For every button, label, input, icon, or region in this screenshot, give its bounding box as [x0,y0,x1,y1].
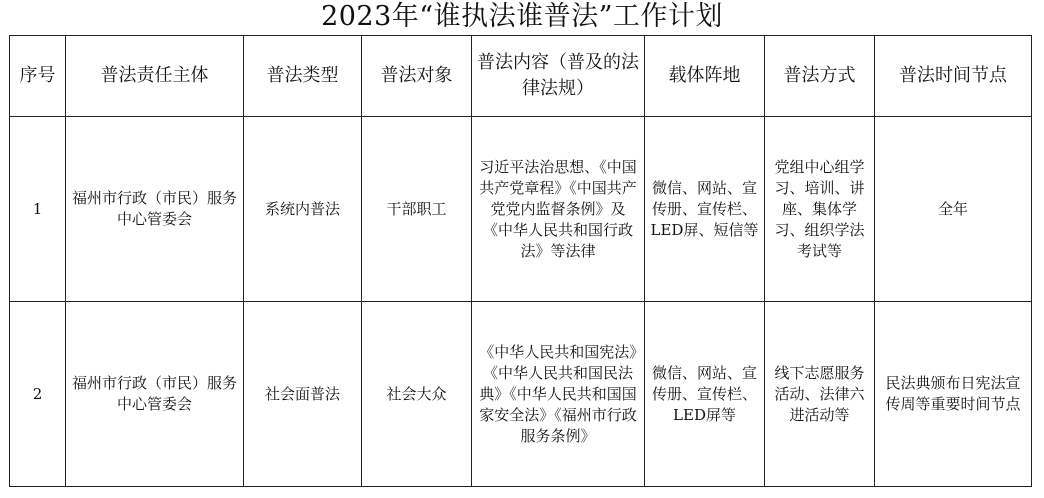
header-cell-carrier: 载体阵地 [645,36,765,117]
header-cell-method: 普法方式 [765,36,875,117]
cell-responsible-subject: 福州市行政（市民）服务中心管委会 [66,117,244,302]
header-cell-serial-no: 序号 [10,36,66,117]
cell-target: 干部职工 [362,117,472,302]
table-header-row [10,36,1032,117]
header-cell-content: 普法内容（普及的法律法规） [472,36,645,117]
cell-type: 社会面普法 [244,302,362,487]
cell-type: 系统内普法 [244,117,362,302]
cell-responsible-subject: 福州市行政（市民）服务中心管委会 [66,302,244,487]
header-cell-type: 普法类型 [244,36,362,117]
cell-serial-no: 1 [10,117,66,302]
cell-method: 线下志愿服务活动、法律六进活动等 [765,302,875,487]
cell-time: 全年 [875,117,1032,302]
cell-content: 《中华人民共和国宪法》《中华人民共和国民法典》《中华人民共和国国家安全法》《福州市行政服务条例》 [472,302,645,487]
cell-carrier: 微信、网站、宣传册、宣传栏、LED屏、短信等 [645,117,765,302]
cell-time: 民法典颁布日宪法宣传周等重要时间节点 [875,302,1032,487]
table-row [10,117,1032,302]
header-cell-target: 普法对象 [362,36,472,117]
header-cell-responsible-subject: 普法责任主体 [66,36,244,117]
cell-target: 社会大众 [362,302,472,487]
work-plan-table [9,35,1032,487]
document-title: 2023年“谁执法谁普法”工作计划 [321,1,723,32]
cell-method: 党组中心组学习、培训、讲座、集体学习、组织学法考试等 [765,117,875,302]
table-row [10,302,1032,487]
cell-carrier: 微信、网站、宣传册、宣传栏、LED屏等 [645,302,765,487]
header-cell-time: 普法时间节点 [875,36,1032,117]
cell-content: 习近平法治思想、《中国共产党章程》《中国共产党党内监督条例》及《中华人民共和国行政法》等法律 [472,117,645,302]
cell-serial-no: 2 [10,302,66,487]
